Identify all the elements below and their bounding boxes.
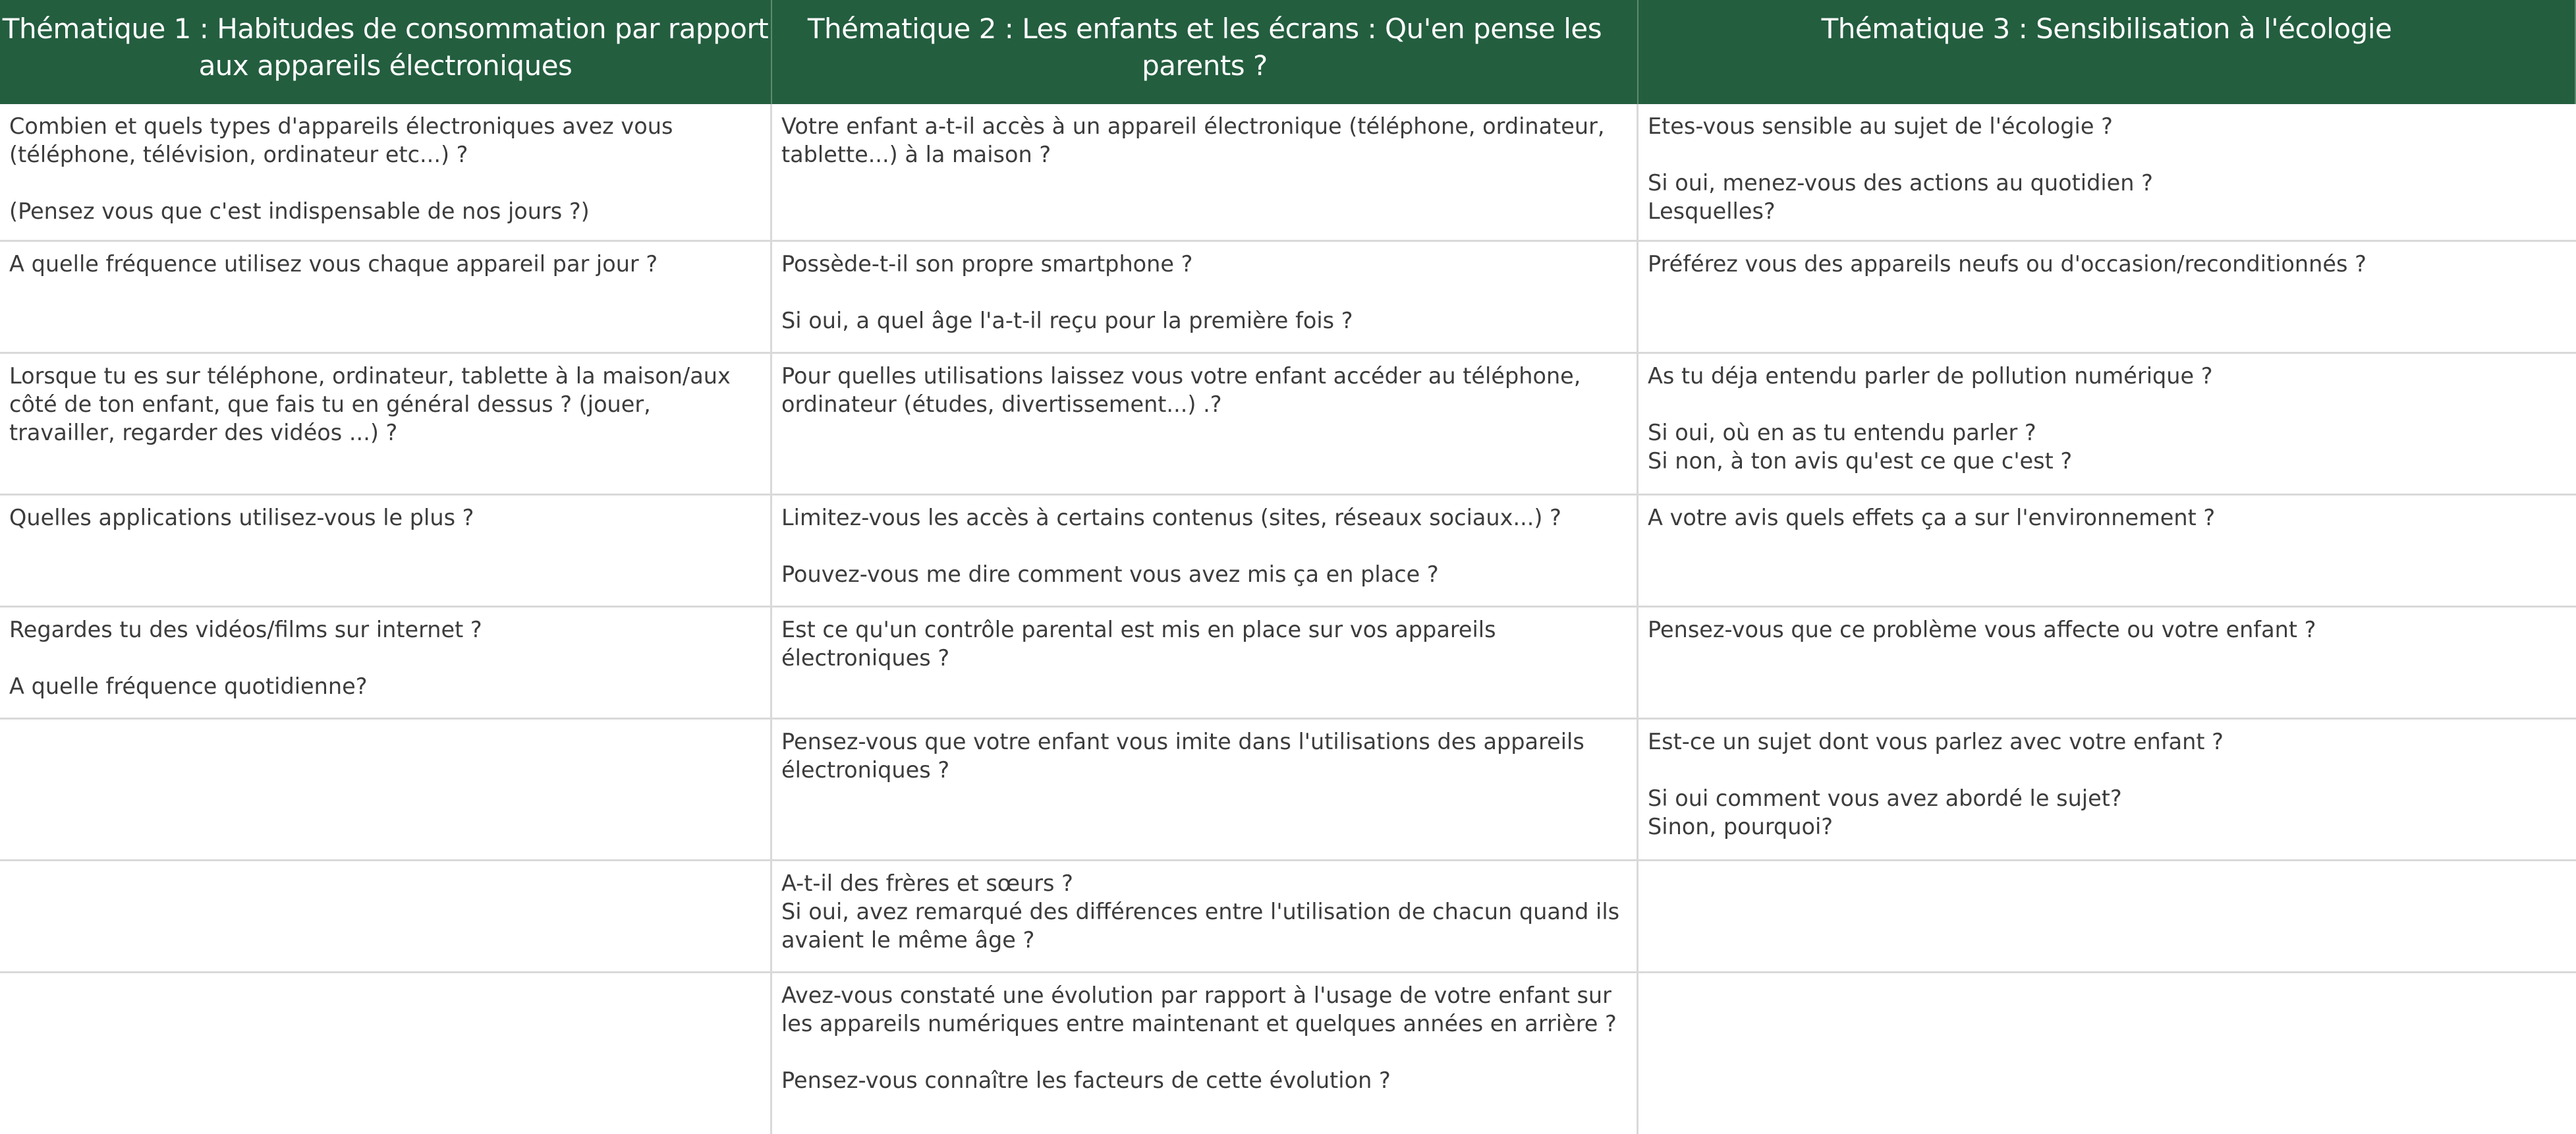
cell-r1-theme-2[interactable]: Votre enfant a-t-il accès à un appareil électronique (téléphone, ordinateur, tablette...) à la maison ? xyxy=(772,104,1638,242)
cell-r4-theme-3[interactable]: A votre avis quels effets ça a sur l'environnement ? xyxy=(1638,496,2576,608)
cell-r7-theme-3[interactable] xyxy=(1638,861,2576,973)
cell-r3-theme-3[interactable]: As tu déja entendu parler de pollution numérique ? Si oui, où en as tu entendu parler ? Si non, à ton avis qu'est ce que c'est ? xyxy=(1638,354,2576,496)
header-theme-3: Thématique 3 : Sensibilisation à l'écologie xyxy=(1638,0,2576,104)
cell-r8-theme-3[interactable] xyxy=(1638,973,2576,1134)
cell-r8-theme-2[interactable]: Avez-vous constaté une évolution par rapport à l'usage de votre enfant sur les appareils numériques entre maintenant et quelques années en arrière ? Pensez-vous connaître les facteurs de cette évolution ? xyxy=(772,973,1638,1134)
cell-r5-theme-3[interactable]: Pensez-vous que ce problème vous affecte ou votre enfant ? xyxy=(1638,608,2576,720)
header-theme-2: Thématique 2 : Les enfants et les écrans : Qu'en pense les parents ? xyxy=(772,0,1638,104)
cell-r2-theme-3[interactable]: Préférez vous des appareils neufs ou d'occasion/reconditionnés ? xyxy=(1638,242,2576,354)
cell-r3-theme-2[interactable]: Pour quelles utilisations laissez vous votre enfant accéder au téléphone, ordinateur (études, divertissement...) .? xyxy=(772,354,1638,496)
cell-r5-theme-2[interactable]: Est ce qu'un contrôle parental est mis en place sur vos appareils électroniques ? xyxy=(772,608,1638,720)
cell-r6-theme-2[interactable]: Pensez-vous que votre enfant vous imite dans l'utilisations des appareils électroniques ? xyxy=(772,720,1638,861)
cell-r2-theme-1[interactable]: A quelle fréquence utilisez vous chaque appareil par jour ? xyxy=(0,242,772,354)
cell-r6-theme-1[interactable] xyxy=(0,720,772,861)
header-theme-1: Thématique 1 : Habitudes de consommation par rapport aux appareils électroniques xyxy=(0,0,772,104)
cell-r4-theme-2[interactable]: Limitez-vous les accès à certains contenus (sites, réseaux sociaux...) ? Pouvez-vous me dire comment vous avez mis ça en place ? xyxy=(772,496,1638,608)
cell-r1-theme-1[interactable]: Combien et quels types d'appareils électroniques avez vous (téléphone, télévision, ordinateur etc...) ? (Pensez vous que c'est indispensable de nos jours ?) xyxy=(0,104,772,242)
cell-r7-theme-2[interactable]: A-t-il des frères et sœurs ? Si oui, avez remarqué des différences entre l'utilisation de chacun quand ils avaient le même âge ? xyxy=(772,861,1638,973)
cell-r3-theme-1[interactable]: Lorsque tu es sur téléphone, ordinateur, tablette à la maison/aux côté de ton enfant, que fais tu en général dessus ? (jouer, travailler, regarder des vidéos ...) ? xyxy=(0,354,772,496)
cell-r4-theme-1[interactable]: Quelles applications utilisez-vous le plus ? xyxy=(0,496,772,608)
cell-r1-theme-3[interactable]: Etes-vous sensible au sujet de l'écologie ? Si oui, menez-vous des actions au quotidien ? Lesquelles? xyxy=(1638,104,2576,242)
cell-r8-theme-1[interactable] xyxy=(0,973,772,1134)
cell-r6-theme-3[interactable]: Est-ce un sujet dont vous parlez avec votre enfant ? Si oui comment vous avez abordé le sujet? Sinon, pourquoi? xyxy=(1638,720,2576,861)
cell-r5-theme-1[interactable]: Regardes tu des vidéos/films sur internet ? A quelle fréquence quotidienne? xyxy=(0,608,772,720)
cell-r2-theme-2[interactable]: Possède-t-il son propre smartphone ? Si oui, a quel âge l'a-t-il reçu pour la première fois ? xyxy=(772,242,1638,354)
cell-r7-theme-1[interactable] xyxy=(0,861,772,973)
